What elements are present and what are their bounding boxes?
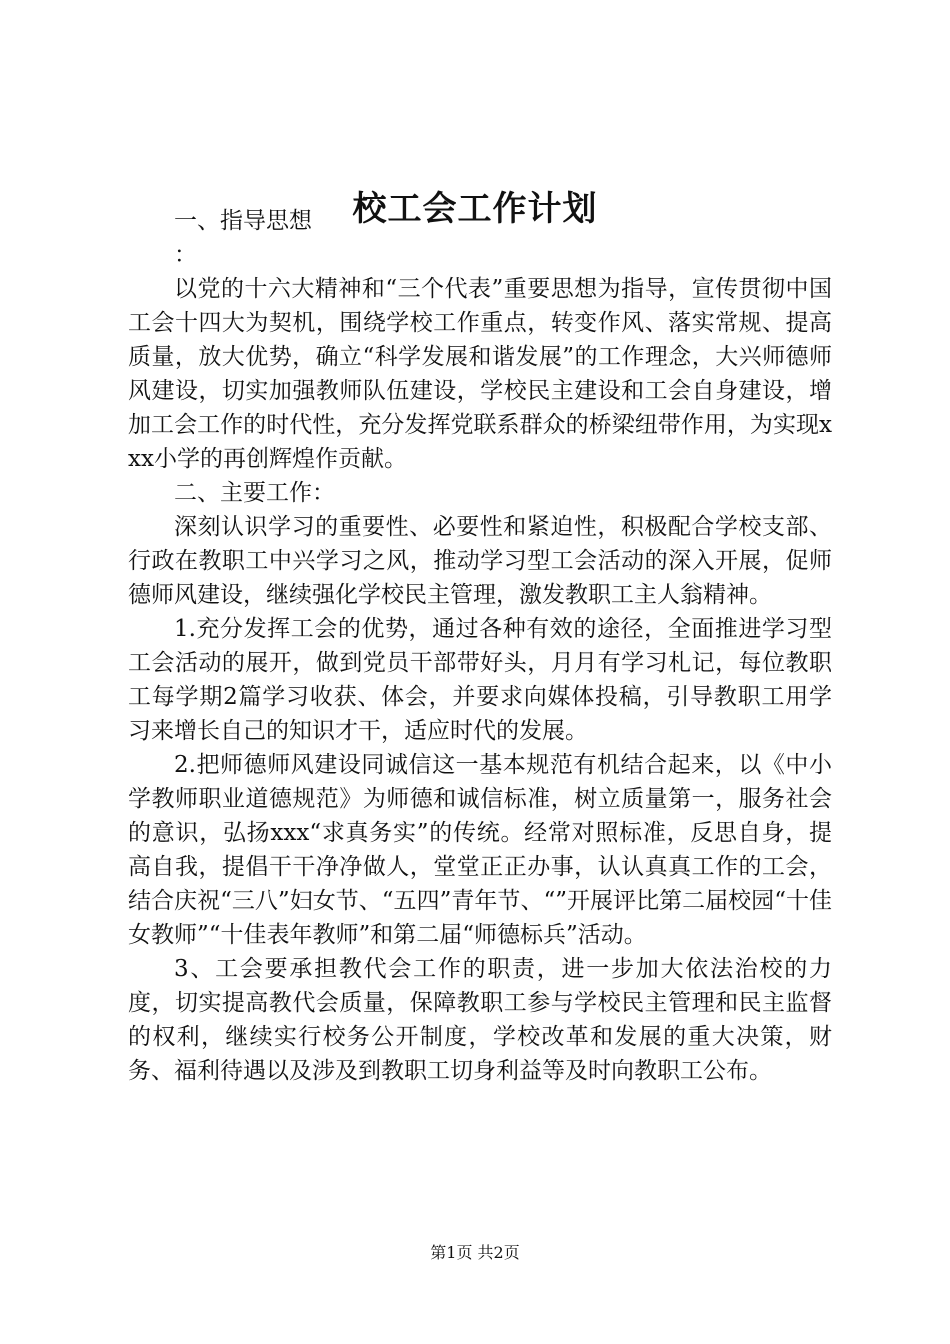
paragraph-item-2: 2.把师德师风建设同诚信这一基本规范有机结合起来，以《中小学教师职业道德规范》为师德和诚信标准，树立质量第一，服务社会的意识，弘扬xxx“求真务实”的传统。经常对照标准，反思自身，提高自我，提倡干干净净做人，堂堂正正办事，认认真真工作的工会，结合庆祝“三八”妇女节、“五四”青年节、“”开展评比第二届校园“十佳女教师”“十佳表年教师”和第二届“师德标兵”活动。 <box>128 752 832 948</box>
colon-line: ： <box>174 242 197 268</box>
document-title: 校工会工作计划 <box>352 189 598 229</box>
document-body <box>128 204 832 1088</box>
paragraph-item-3: 3、工会要承担教代会工作的职责，进一步加大依法治校的力度，切实提高教代会质量，保障教职工参与学校民主管理和民主监督的权利，继续实行校务公开制度，学校改革和发展的重大决策，财务、福利待遇以及涉及到教职工切身利益等及时向教职工公布。 <box>128 956 832 1084</box>
paragraph-item-1: 1.充分发挥工会的优势，通过各种有效的途径，全面推进学习型工会活动的展开，做到党员干部带好头，月月有学习札记，每位教职工每学期2篇学习收获、体会，并要求向媒体投稿，引导教职工用学习来增长自己的知识才干，适应时代的发展。 <box>128 616 832 744</box>
paragraph-guiding-ideology: 以党的十六大精神和“三个代表”重要思想为指导，宣传贯彻中国工会十四大为契机，围绕学校工作重点，转变作风、落实常规、提高质量，放大优势，确立“科学发展和谐发展”的工作理念，大兴师德师风建设，切实加强教师队伍建设，学校民主建设和工会自身建设，增加工会工作的时代性，充分发挥党联系群众的桥梁纽带作用，为实现xxx小学的再创辉煌作贡献。 <box>128 276 832 472</box>
section-heading-guiding-ideology: 一、指导思想 <box>174 208 312 234</box>
section-heading-main-work: 二、主要工作： <box>174 480 335 506</box>
paragraph-main-work-intro: 深刻认识学习的重要性、必要性和紧迫性，积极配合学校支部、行政在教职工中兴学习之风，推动学习型工会活动的深入开展，促师德师风建设，继续强化学校民主管理，激发教职工主人翁精神。 <box>128 514 832 608</box>
page-footer: 第1页 共2页 <box>430 1243 520 1262</box>
